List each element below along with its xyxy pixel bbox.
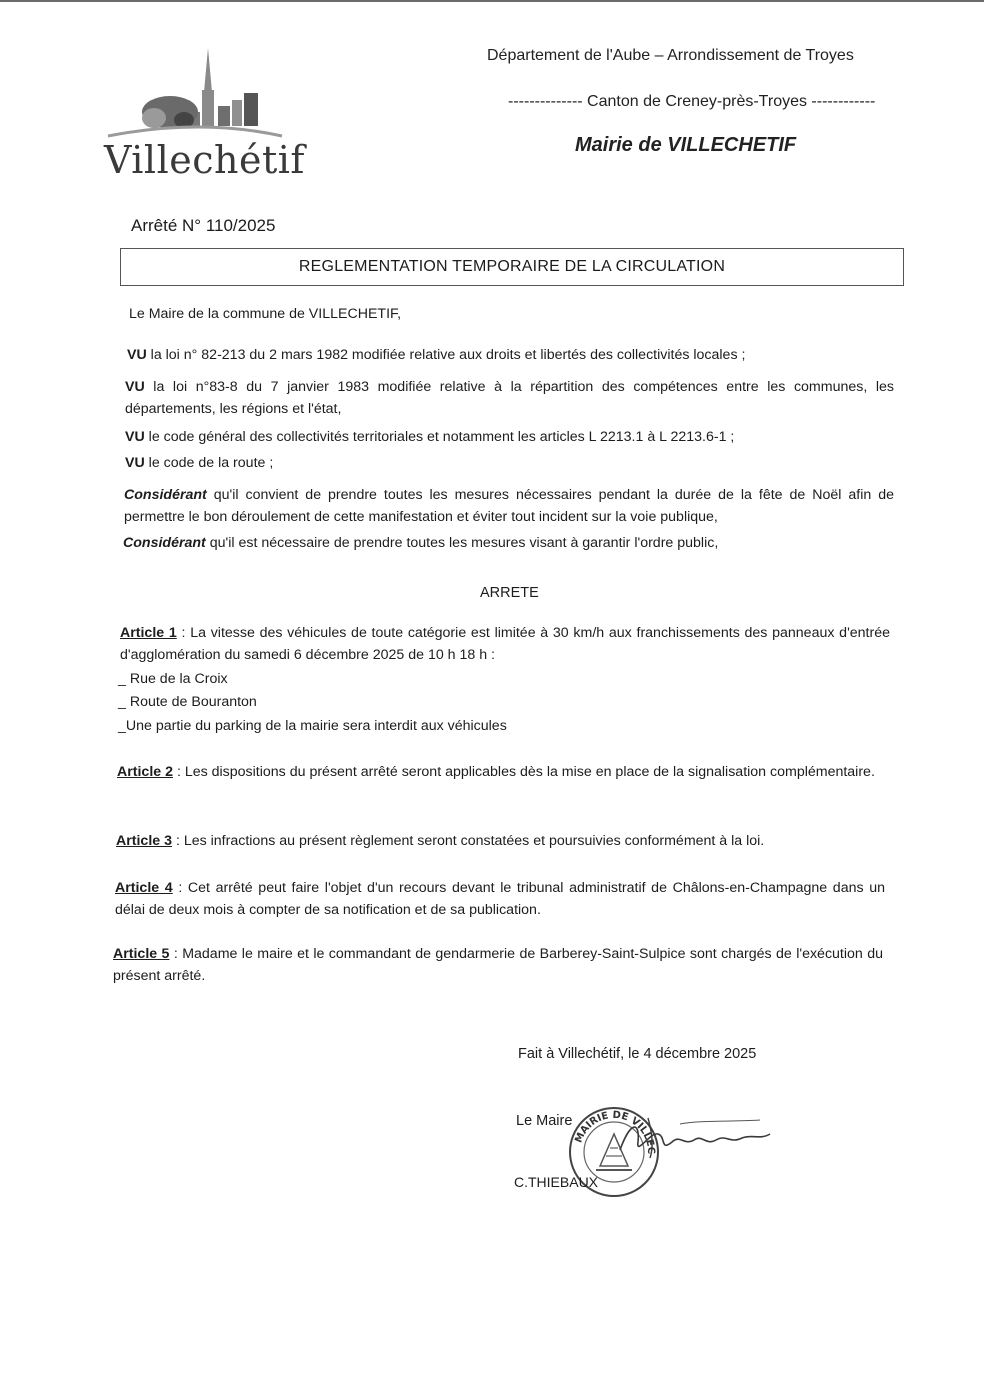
article-text: Les infractions au présent règlement seront constatées et poursuivies conformément à la loi. [183, 833, 765, 849]
department-line: Département de l'Aube – Arrondissement de Troyes [487, 47, 854, 64]
place-and-date: Fait à Villechétif, le 4 décembre 2025 [518, 1046, 757, 1062]
signatory-name: C.THIEBAUX [514, 1174, 599, 1190]
article-separator: : [169, 946, 183, 962]
vu-text: le code de la route ; [144, 455, 274, 471]
article-separator: : [176, 625, 191, 641]
vu-keyword: VU [127, 347, 147, 363]
vu-line [125, 426, 894, 448]
article-text: Cet arrêté peut faire l'objet d'un recours devant le tribunal administratif de Châlons-en-Champagne dans un délai de deux mois à compter de sa notification et de sa publication. [115, 880, 885, 918]
villechetif-logo [100, 40, 305, 185]
article-separator: : [173, 764, 185, 780]
handwritten-signature [610, 1112, 780, 1162]
canton-line: -------------- Canton de Creney-près-Troyes ------------ [508, 93, 876, 110]
article-label: Article 4 [115, 880, 173, 896]
article-label: Article 5 [113, 946, 170, 962]
article-5 [113, 943, 883, 987]
signatory-title: Le Maire [516, 1113, 573, 1129]
article-label: Article 2 [117, 764, 173, 780]
article-separator: : [172, 833, 184, 849]
list-item: _ Route de Bouranton [118, 694, 257, 710]
document-title: REGLEMENTATION TEMPORAIRE DE LA CIRCULATION [298, 258, 726, 275]
document-title-box [120, 248, 904, 286]
vu-text: la loi n°83-8 du 7 janvier 1983 modifiée relative à la répartition des compétences entre les communes, les départements, les régions et l'état, [125, 379, 894, 417]
considerant-line [123, 532, 893, 554]
svg-text:MAIRIE DE VILLEC: MAIRIE DE VILLEC [573, 1109, 657, 1155]
mairie-title: Mairie de VILLECHETIF [575, 134, 797, 156]
article-text: La vitesse des véhicules de toute catégorie est limitée à 30 km/h aux franchissements des panneaux d'entrée d'agglomération du samedi 6 décembre 2025 de 10 h 18 h : [120, 625, 891, 663]
article-label: Article 1 [120, 625, 177, 641]
article-2 [117, 761, 887, 783]
vu-keyword: VU [125, 379, 145, 395]
considerant-line [124, 484, 894, 528]
article-separator: : [172, 880, 188, 896]
considerant-keyword: Considérant [124, 487, 207, 503]
vu-line [125, 452, 894, 474]
article-3 [116, 830, 886, 852]
list-item: _ Rue de la Croix [118, 671, 228, 687]
intro-line: Le Maire de la commune de VILLECHETIF, [129, 306, 402, 322]
vu-keyword: VU [125, 455, 145, 471]
vu-keyword: VU [125, 429, 145, 445]
article-label: Article 3 [116, 833, 172, 849]
vu-text: la loi n° 82-213 du 2 mars 1982 modifiée relative aux droits et libertés des collectivités locales ; [146, 347, 746, 363]
list-item: _Une partie du parking de la mairie sera interdit aux véhicules [118, 718, 507, 734]
considerant-keyword: Considérant [123, 535, 206, 551]
vu-line [127, 344, 894, 366]
article-1 [120, 622, 890, 666]
article-text: Les dispositions du présent arrêté seront applicables dès la mise en place de la signalisation complémentaire. [184, 764, 875, 780]
page-top-border [0, 0, 984, 2]
article-text: Madame le maire et le commandant de gendarmerie de Barberey-Saint-Sulpice sont chargés de l'exécution du présent arrêté. [113, 946, 883, 984]
considerant-text: qu'il convient de prendre toutes les mesures nécessaires pendant la durée de la fête de Noël afin de permettre le bon déroulement de cette manifestation et éviter tout incident sur la voie publique, [124, 487, 894, 525]
logo-wordmark: Villechétif [104, 138, 305, 182]
vu-line [125, 376, 894, 420]
considerant-text: qu'il est nécessaire de prendre toutes les mesures visant à garantir l'ordre public, [205, 535, 719, 551]
signature-icon [610, 1112, 780, 1162]
arrete-number: Arrêté N° 110/2025 [131, 216, 276, 235]
village-skyline-icon [100, 40, 300, 140]
vu-text: le code général des collectivités territoriales et notamment les articles L 2213.1 à L 2213.6-1 ; [144, 429, 735, 445]
arrete-heading: ARRETE [480, 585, 539, 601]
article-4 [115, 877, 885, 921]
